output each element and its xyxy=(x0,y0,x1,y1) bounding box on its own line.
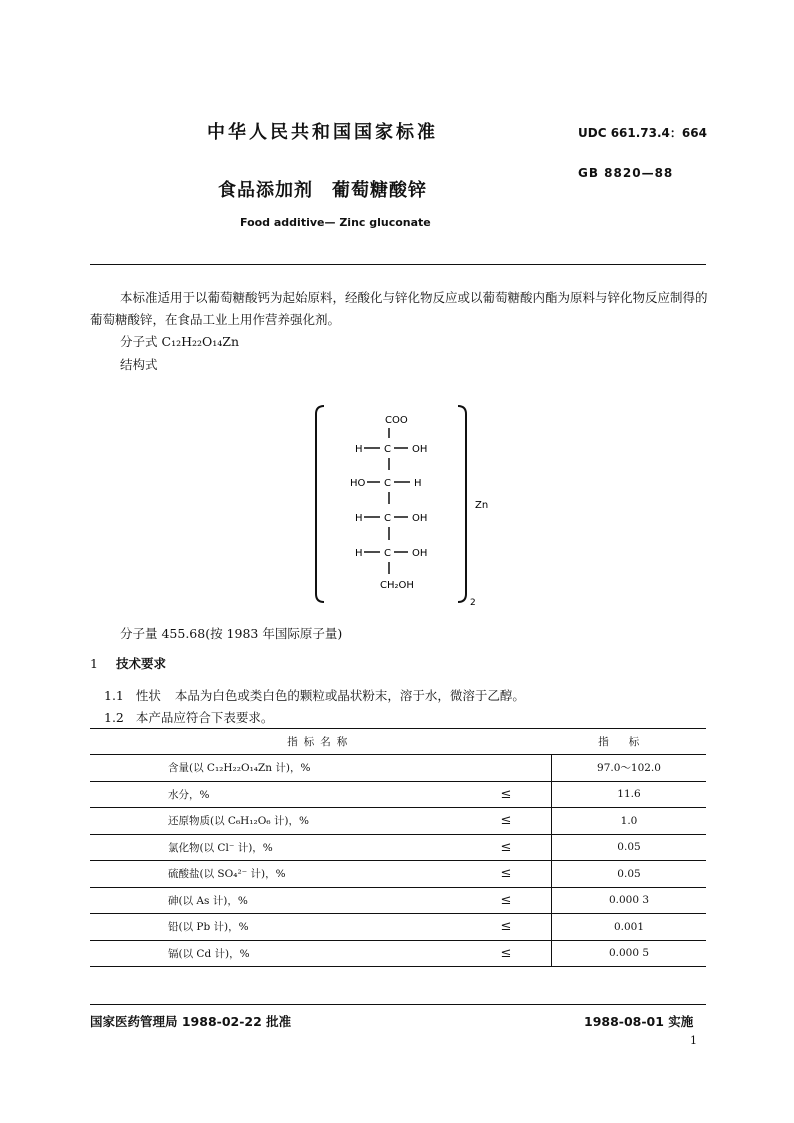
row-symbol xyxy=(461,755,552,782)
table-header-row xyxy=(90,729,706,755)
table-row xyxy=(90,808,706,835)
implementation-date: 1988-08-01 实施 xyxy=(584,1014,694,1029)
header-value: 指标 xyxy=(552,729,707,755)
table-row xyxy=(90,834,706,861)
header-divider xyxy=(90,264,706,265)
row-symbol: ≤ xyxy=(461,914,552,941)
clause-text: 本产品应符合下表要求。 xyxy=(135,710,274,725)
molecular-formula xyxy=(120,332,239,350)
page-number: 1 xyxy=(690,1034,697,1047)
c-atom: C xyxy=(384,513,391,524)
table-row xyxy=(90,781,706,808)
molecular-weight: 分子量 455.68(按 1983 年国际原子量) xyxy=(120,626,343,641)
row-value: 1.0 xyxy=(552,808,707,835)
h-atom: H xyxy=(414,478,422,489)
row-name: 硫酸盐(以 SO₄²⁻ 计)，% xyxy=(90,861,461,888)
formula-label: 分子式 xyxy=(120,334,158,349)
clause-label: 性状 xyxy=(135,688,161,703)
oh-group: OH xyxy=(412,513,428,524)
row-symbol: ≤ xyxy=(461,834,552,861)
right-bracket xyxy=(458,406,466,602)
structure-label: 结构式 xyxy=(120,357,158,372)
c-atom: C xyxy=(384,444,391,455)
c-atom: C xyxy=(384,548,391,559)
row-value: 97.0～102.0 xyxy=(552,755,707,782)
clause-number: 1.2 xyxy=(104,710,124,725)
udc-code: UDC 661.73.4：664 xyxy=(578,126,707,140)
approval-note: 国家医药管理局 1988-02-22 批准 xyxy=(90,1014,292,1029)
section-title: 技术要求 xyxy=(115,656,166,671)
table-row xyxy=(90,940,706,967)
row-name: 镉(以 Cd 计)，% xyxy=(90,940,461,967)
row-name: 铅(以 Pb 计)，% xyxy=(90,914,461,941)
oh-group: OH xyxy=(412,444,428,455)
row-value: 11.6 xyxy=(552,781,707,808)
clause-text: 本品为白色或类白色的颗粒或晶状粉末，溶于水，微溶于乙醇。 xyxy=(174,688,525,703)
row-value: 0.000 5 xyxy=(552,940,707,967)
section-number: 1 xyxy=(90,656,98,671)
requirements-table xyxy=(90,728,706,967)
clause-number: 1.1 xyxy=(104,688,124,703)
formula-value: C₁₂H₂₂O₁₄Zn xyxy=(161,334,240,349)
row-symbol: ≤ xyxy=(461,781,552,808)
table-row xyxy=(90,887,706,914)
gb-number: GB 8820—88 xyxy=(578,166,674,180)
row-value: 0.05 xyxy=(552,834,707,861)
row-name: 还原物质(以 C₆H₁₂O₆ 计)，% xyxy=(90,808,461,835)
h-atom: H xyxy=(355,548,363,559)
scope-paragraph: 本标准适用于以葡萄糖酸钙为起始原料，经酸化与锌化物反应或以葡萄糖酸内酯为原料与锌化物反应制得的葡萄糖酸锌，在食品工业上用作营养强化剂。 xyxy=(90,290,708,327)
row-name: 含量(以 C₁₂H₂₂O₁₄Zn 计)，% xyxy=(90,755,461,782)
table-row xyxy=(90,861,706,888)
section-1-heading xyxy=(90,654,166,672)
structural-formula xyxy=(300,398,500,610)
row-value: 0.000 3 xyxy=(552,887,707,914)
row-name: 水分，% xyxy=(90,781,461,808)
h-atom: H xyxy=(355,513,363,524)
row-name: 砷(以 As 计)，% xyxy=(90,887,461,914)
clause-1-1 xyxy=(104,686,525,704)
bracket-subscript: 2 xyxy=(470,598,476,608)
header-name: 指标名称 xyxy=(90,729,552,755)
title-chinese: 食品添加剂 葡萄糖酸锌 xyxy=(218,180,427,201)
coo-group: COO xyxy=(385,415,408,426)
row-value: 0.001 xyxy=(552,914,707,941)
table-row xyxy=(90,914,706,941)
row-name: 氯化物(以 Cl⁻ 计)，% xyxy=(90,834,461,861)
ho-group: HO xyxy=(350,478,366,489)
table-row xyxy=(90,755,706,782)
standard-name: 中华人民共和国国家标准 xyxy=(207,122,438,143)
footer-divider xyxy=(90,1004,706,1005)
ch2oh-group: CH₂OH xyxy=(380,580,414,591)
oh-group: OH xyxy=(412,548,428,559)
left-bracket xyxy=(316,406,324,602)
row-symbol: ≤ xyxy=(461,808,552,835)
row-symbol: ≤ xyxy=(461,887,552,914)
title-english: Food additive— Zinc gluconate xyxy=(240,216,431,229)
zinc-ion: Zn xyxy=(475,500,489,511)
c-atom: C xyxy=(384,478,391,489)
row-value: 0.05 xyxy=(552,861,707,888)
h-atom: H xyxy=(355,444,363,455)
row-symbol: ≤ xyxy=(461,861,552,888)
row-symbol: ≤ xyxy=(461,940,552,967)
clause-1-2 xyxy=(104,708,273,726)
